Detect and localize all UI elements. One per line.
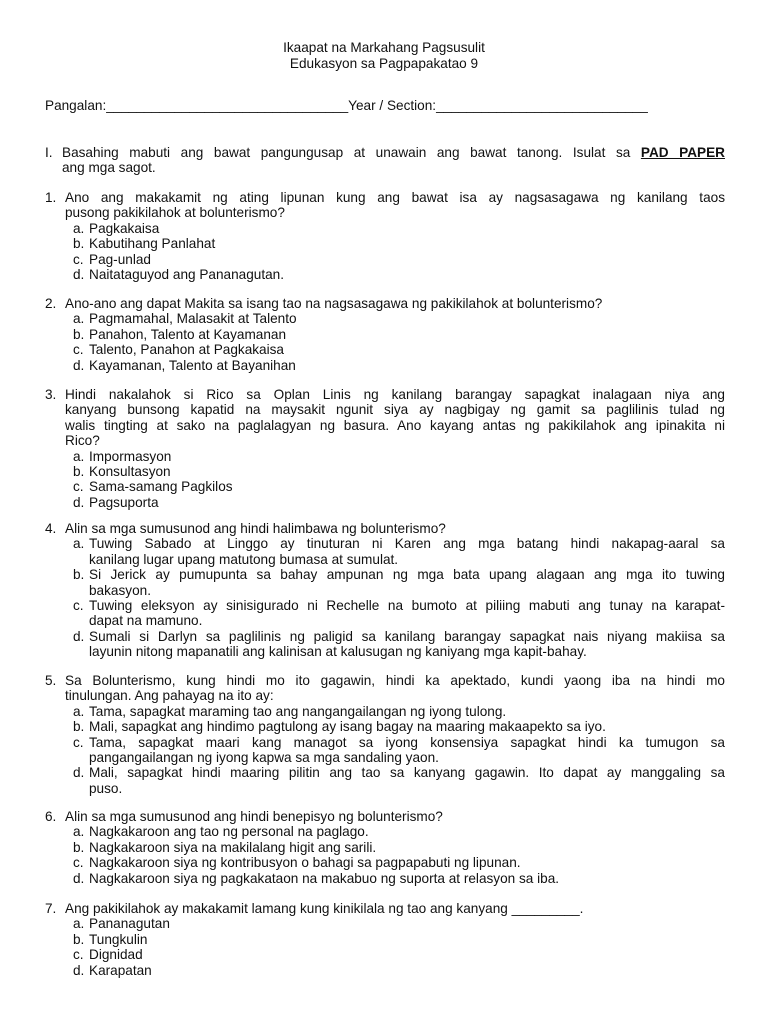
option-text: Si Jerick ay pumupunta sa bahay ampunan ng mga bata upang alagaan ang mga ito tuwing xyxy=(89,567,725,583)
option-letter: a. xyxy=(73,536,85,552)
answer-option[interactable] xyxy=(73,267,725,282)
answer-option[interactable] xyxy=(73,947,725,962)
answer-option[interactable] xyxy=(73,221,725,236)
option-letter: d. xyxy=(73,870,85,886)
option-letter: b. xyxy=(73,719,85,735)
answer-option[interactable] xyxy=(73,327,725,342)
option-text: kanilang lugar upang matutong bumasa at sumulat. xyxy=(89,551,399,567)
instruction-number: I. xyxy=(45,145,53,160)
question-4 xyxy=(45,521,725,660)
question-number: 6. xyxy=(45,809,57,824)
answer-option[interactable] xyxy=(73,963,725,978)
option-letter: a. xyxy=(73,824,85,840)
question-text-line: Ano-ano ang dapat Makita sa isang tao na nagsasagawa ng pakikilahok at bolunterismo? xyxy=(65,296,603,311)
option-letter: a. xyxy=(73,703,85,719)
answer-options xyxy=(45,449,725,511)
option-text: Pag-unlad xyxy=(89,251,151,267)
answer-option[interactable] xyxy=(73,495,725,510)
question-text-line: Sa Bolunterismo, kung hindi mo ito gagawin, hindi ka apektado, kundi yaong iba na hindi mo xyxy=(65,673,725,688)
option-text: Talento, Panahon at Pagkakaisa xyxy=(89,342,284,358)
option-text: Pagmamahal, Malasakit at Talento xyxy=(89,311,297,327)
question-text xyxy=(65,387,725,449)
option-text: Kayamanan, Talento at Bayanihan xyxy=(89,357,296,373)
answer-option[interactable] xyxy=(73,629,725,660)
question-2 xyxy=(45,296,725,373)
answer-option[interactable] xyxy=(73,479,725,494)
option-text: Mali, sapagkat hindi maaring pilitin ang tao sa kanyang gagawin. Ito dapat ay manggaling sa xyxy=(89,765,725,781)
question-number: 4. xyxy=(45,521,57,536)
answer-option[interactable] xyxy=(73,916,725,931)
option-text: Tama, sapagkat maari kang managot sa iyong konsensiya sapagkat hindi ka tumugon sa xyxy=(89,734,725,750)
option-text: Nagkakaroon ang tao ng personal na paglago. xyxy=(89,824,369,840)
question-3 xyxy=(45,387,725,510)
answer-option[interactable] xyxy=(73,824,725,839)
question-text xyxy=(65,901,725,916)
question-text-line: Alin sa mga sumusunod ang hindi benepisyo ng bolunterismo? xyxy=(65,809,443,824)
question-text-line: tinulungan. Ang pahayag na ito ay: xyxy=(65,688,274,704)
answer-option[interactable] xyxy=(73,567,725,598)
option-text: Impormasyon xyxy=(89,448,172,464)
question-text xyxy=(65,673,725,704)
option-letter: b. xyxy=(73,326,85,342)
option-letter: c. xyxy=(73,734,84,750)
answer-option[interactable] xyxy=(73,719,725,734)
instruction-line-2: ang mga sagot. xyxy=(62,160,156,176)
option-letter: c. xyxy=(73,947,84,963)
option-text: Tungkulin xyxy=(89,931,148,947)
answer-option[interactable] xyxy=(73,840,725,855)
question-text-line: Rico? xyxy=(65,433,100,449)
option-letter: d. xyxy=(73,765,85,781)
option-text: layunin nitong mapanatili ang kalinisan at kalusugan ng kaniyang mga kapit-bahay. xyxy=(89,644,587,660)
option-text: Pagsuporta xyxy=(89,494,159,510)
option-text: bakasyon. xyxy=(89,582,151,598)
exam-title: Ikaapat na Markahang Pagsusulit xyxy=(283,40,485,55)
option-text: Karapatan xyxy=(89,962,152,978)
option-text: Tuwing Sabado at Linggo ay tinuturan ni Karen ang mga batang hindi nakapag-aaral sa xyxy=(89,536,725,552)
answer-options xyxy=(45,311,725,373)
option-text: Dignidad xyxy=(89,947,143,963)
option-letter: b. xyxy=(73,236,85,252)
option-letter: d. xyxy=(73,494,85,510)
option-text: Tama, sapagkat maraming tao ang nangangailangan ng iyong tulong. xyxy=(89,703,507,719)
option-text: Nagkakaroon siya na makilalang higit ang sarili. xyxy=(89,839,377,855)
answer-option[interactable] xyxy=(73,252,725,267)
answer-options xyxy=(45,536,725,659)
question-6 xyxy=(45,809,725,886)
option-letter: c. xyxy=(73,598,84,614)
question-number: 7. xyxy=(45,901,57,916)
option-letter: a. xyxy=(73,448,85,464)
answer-option[interactable] xyxy=(73,536,725,567)
option-text: puso. xyxy=(89,780,123,796)
pad-paper-emphasis: PAD PAPER xyxy=(640,145,726,160)
question-text-line: Alin sa mga sumusunod ang hindi halimbawa ng bolunterismo? xyxy=(65,521,446,536)
option-letter: a. xyxy=(73,311,85,327)
option-letter: c. xyxy=(73,479,84,495)
answer-option[interactable] xyxy=(73,704,725,719)
question-text xyxy=(65,521,725,536)
answer-option[interactable] xyxy=(73,765,725,796)
option-text: Panahon, Talento at Kayamanan xyxy=(89,326,287,342)
question-number: 1. xyxy=(45,190,57,205)
option-text: Konsultasyon xyxy=(89,464,171,480)
answer-option[interactable] xyxy=(73,358,725,373)
option-letter: c. xyxy=(73,251,84,267)
answer-options xyxy=(45,704,725,796)
option-text: Pananagutan xyxy=(89,916,170,932)
option-text: Sama-samang Pagkilos xyxy=(89,479,233,495)
question-text-line: Hindi nakalahok si Rico sa Oplan Linis ng kanilang barangay sapagkat inalagaan niya ang xyxy=(65,387,725,402)
answer-option[interactable] xyxy=(73,932,725,947)
answer-option[interactable] xyxy=(73,311,725,326)
exam-header xyxy=(0,40,768,71)
answer-options xyxy=(45,824,725,886)
answer-option[interactable] xyxy=(73,735,725,766)
option-text: Pagkakaisa xyxy=(89,220,160,236)
question-number: 5. xyxy=(45,673,57,688)
answer-option[interactable] xyxy=(73,464,725,479)
option-text: Nagkakaroon siya ng kontribusyon o bahagi sa pagpapabuti ng lipunan. xyxy=(89,855,521,871)
question-1 xyxy=(45,190,725,282)
option-letter: b. xyxy=(73,839,85,855)
option-text: Kabutihang Panlahat xyxy=(89,236,216,252)
option-text: dapat na mamuno. xyxy=(89,613,203,629)
instruction-line-1 xyxy=(62,145,725,160)
option-letter: b. xyxy=(73,567,85,583)
answer-options xyxy=(45,916,725,978)
question-text-line: kanyang bunsong kapatid na maysakit ngunit siya ay nagbigay ng gamit sa paglilinis tulad ng xyxy=(65,402,725,418)
question-text xyxy=(65,190,725,221)
question-text xyxy=(65,296,725,311)
question-text xyxy=(65,809,725,824)
answer-option[interactable] xyxy=(73,342,725,357)
answer-option[interactable] xyxy=(73,855,725,870)
question-5 xyxy=(45,673,725,796)
question-text-line: Ano ang makakamit ng ating lipunan kung ang bawat isa ay nagsasagawa ng kanilang taos xyxy=(65,190,725,205)
instruction-text: Basahing mabuti ang bawat pangungusap at unawain ang bawat tanong. Isulat sa xyxy=(62,145,641,160)
option-text: Sumali si Darlyn sa paglilinis ng paligid sa kanilang barangay sapagkat nais niyang makiisa sa xyxy=(89,628,725,644)
option-letter: d. xyxy=(73,267,85,283)
option-letter: c. xyxy=(73,855,84,871)
question-number: 2. xyxy=(45,296,57,311)
option-letter: d. xyxy=(73,357,85,373)
option-letter: b. xyxy=(73,931,85,947)
option-text: Tuwing eleksyon ay sinisigurado ni Rechelle na bumoto at piliing mabuti ang tunay na karapat- xyxy=(89,598,725,614)
question-number: 3. xyxy=(45,387,57,402)
option-text: Mali, sapagkat ang hindimo pagtulong ay isang bagay na maaring makaapekto sa iyo. xyxy=(89,719,606,735)
question-text-line: Ang pakikilahok ay makakamit lamang kung kinikilala ng tao ang kanyang _________. xyxy=(65,901,584,916)
question-text-line: walis tingting at sako na paglalagyan ng basura. Ano kayang antas ng pakikilahok ang ipinakita ni xyxy=(65,417,725,433)
answer-option[interactable] xyxy=(73,236,725,251)
name-section-line[interactable]: Pangalan:________________________________Year / Section:____________________________ xyxy=(45,98,648,113)
question-text-line: pusong pakikilahok at bolunterismo? xyxy=(65,205,285,221)
option-text: pangangailangan ng iyong kapwa sa mga sandaling yaon. xyxy=(89,750,439,766)
exam-subject: Edukasyon sa Pagpapakatao 9 xyxy=(289,55,479,71)
answer-options xyxy=(45,221,725,283)
answer-option[interactable] xyxy=(73,449,725,464)
option-letter: b. xyxy=(73,464,85,480)
answer-option[interactable] xyxy=(73,871,725,886)
option-letter: d. xyxy=(73,962,85,978)
instruction xyxy=(45,145,725,176)
option-letter: c. xyxy=(73,342,84,358)
question-7 xyxy=(45,901,725,978)
option-text: Naitataguyod ang Pananagutan. xyxy=(89,267,285,283)
option-letter: d. xyxy=(73,628,85,644)
option-text: Nagkakaroon siya ng pagkakataon na makabuo ng suporta at relasyon sa iba. xyxy=(89,870,560,886)
option-letter: a. xyxy=(73,916,85,932)
option-letter: a. xyxy=(73,220,85,236)
answer-option[interactable] xyxy=(73,598,725,629)
